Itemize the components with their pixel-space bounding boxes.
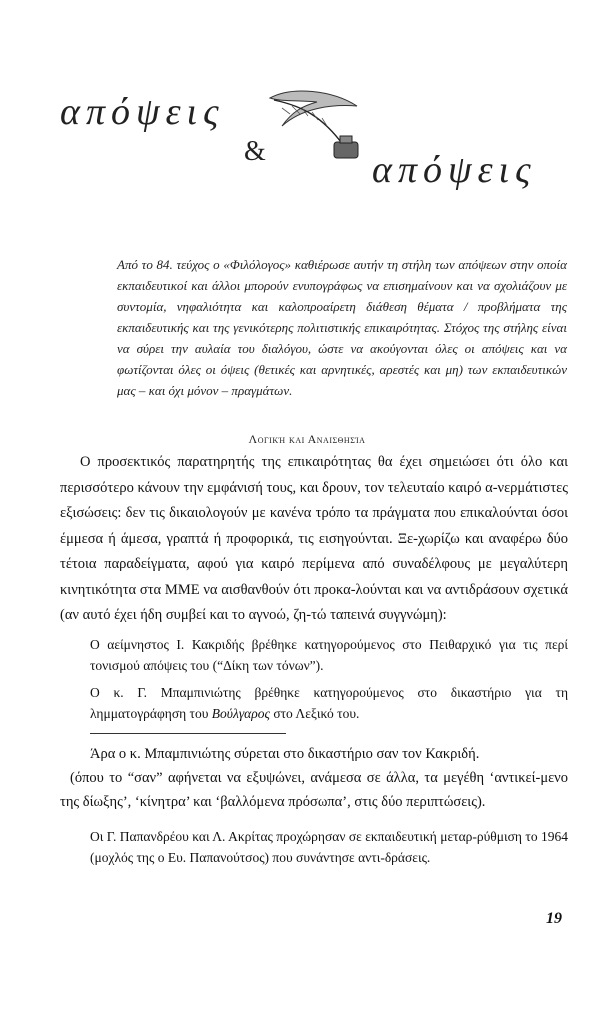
column-intro: Από το 84. τεύχος ο «Φιλόλογος» καθιέρωσε αυτήν τη στήλη των απόψεων στην οποία εκπαιδευτικοί και άλλοι μπορούν ενυπογράφως να επισημαίνουν και να σχολιάζουν με συντομία, νηφαλιότητα και καλοπροαίρετη διάθεση θέματα / προβλήματα της εκπαιδευτικής και της γενικότερης πολιτιστικής επικαιρότητας. Στόχος της στήλης είναι να σύρει την αυλαία του διαλόγου, ώστε να ακούγονται όλες οι απόψεις και να φωτίζονται όλες οι όψεις (θετικές και αρνητικές, αρεστές και μη) των εκπαιδευτικών μας – και όχι μόνον – πραγμάτων.	[117, 257, 567, 398]
section-title: Λογική και Αναισθησία	[248, 432, 366, 446]
example-two-end: στο Λεξικό του.	[269, 706, 360, 721]
example-two-start: Ο κ. Γ. Μπαμπινιώτης βρέθηκε κατηγορούμενος στο δικαστήριο για τη λημματογράφηση του	[90, 685, 568, 721]
main-paragraph: Ο προσεκτικός παρατηρητής της επικαιρότητας θα έχει σημειώσει ότι όλο και περισσότερο κάνουν την εμφάνισή τους, και δρουν, τον τελευταίο καιρό α-νερμάτιστες εξισώσεις: δεν τις δικαιολογούν με κανένα τρόπο τα πράγματα που επικαλούνται όσοι έμμεσα ή άμεσα, γραπτά ή προφορικά, τις εισηγούνται. Ξε-χωρίζω και αναφέρω δύο τέτοια παραδείγματα, αφού για καιρό περίμενα από συναδέλφους με μεγαλύτερη κινητικότητα στα ΜΜΕ να αισθανθούν ότι προκα-λούνται και να αντιδράσουν σχετικά (αν αυτό έχει ήδη συμβεί και το αγνοώ, ζη-τώ ταπεινά συγγνώμη):	[60, 454, 568, 623]
quill-inkwell-icon	[262, 86, 372, 166]
conclusion-line-2: (όπου το “σαν” αφήνεται να εξυψώνει, ανάμεσα σε άλλα, τα μεγέθη ‘αντικεί-μενο της δίωξης’, ‘κίνητρα’ και ‘βαλλόμενα πρόσωπα’, στις δύο περιπτώσεις).	[60, 770, 568, 810]
header-title-left: απόψεις	[60, 91, 225, 133]
ampersand: &	[244, 136, 266, 167]
header-title-right: απόψεις	[372, 149, 537, 191]
examples-block	[90, 634, 568, 730]
conclusion	[60, 742, 568, 814]
example-two	[90, 682, 568, 724]
conclusion-line-1: Άρα ο κ. Μπαμπινιώτης σύρεται στο δικαστήριο σαν τον Κακριδή.	[90, 746, 480, 762]
page-number: 19	[546, 910, 562, 927]
example-two-italic-word: Βούλγαρος	[211, 706, 270, 721]
example-one: Ο αείμνηστος Ι. Κακριδής βρέθηκε κατηγορούμενος στο Πειθαρχικό για τις περί τονισμού απόψεις του (“Δίκη των τόνων”).	[90, 637, 568, 673]
footnote: Οι Γ. Παπανδρέου και Λ. Ακρίτας προχώρησαν σε εκπαιδευτική μεταρ-ρύθμιση το 1964 (μοχλός της ο Ευ. Παπανούτσος) που συνάντησε αντι-δράσεις.	[90, 829, 568, 865]
divider-rule	[90, 733, 286, 734]
